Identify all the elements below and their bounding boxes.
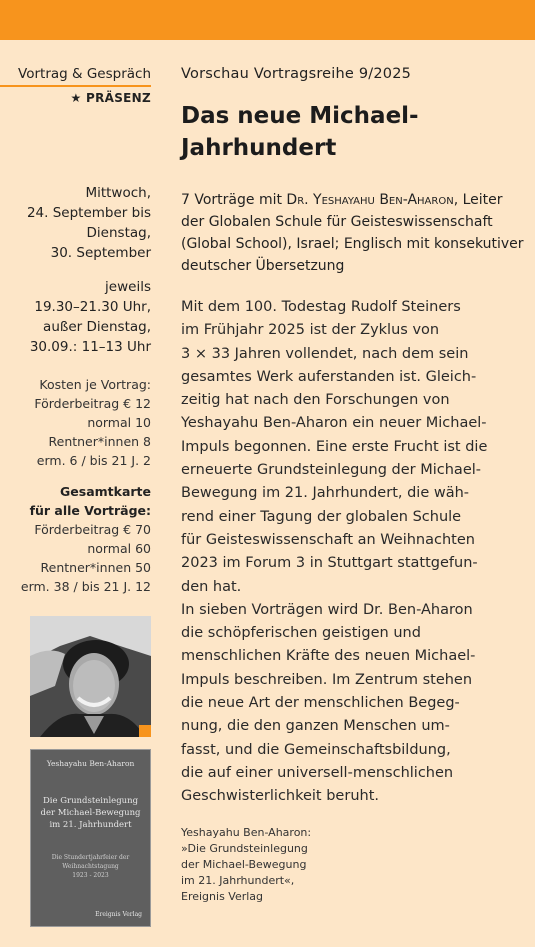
- body-line: Geschwisterlichkeit beruht.: [181, 788, 379, 805]
- cost-line: Rentner*innen 8: [48, 434, 151, 449]
- cost-line: normal 10: [87, 415, 151, 430]
- cover-subtitle-line: Die Stundertjahrfeier der: [51, 854, 130, 861]
- body-line: die schöpferischen geistigen und: [181, 625, 421, 642]
- title-line: Jahrhundert: [181, 135, 337, 161]
- cover-publisher: Ereignis Verlag: [95, 911, 142, 918]
- body-line: Mit dem 100. Todestag Rudolf Steiners: [181, 299, 461, 315]
- book-caption: [181, 825, 526, 905]
- intro-text: [181, 189, 526, 277]
- date-line: Dienstag,: [86, 225, 151, 241]
- presence-badge: [0, 91, 151, 105]
- body-line: rend einer Tagung der globalen Schule: [181, 508, 462, 525]
- speaker-name: Dr. Yeshayahu Ben-Aharon: [286, 192, 454, 208]
- heading-line: für alle Vorträge:: [29, 503, 151, 518]
- presence-label: PRÄSENZ: [85, 91, 151, 105]
- caption-line: im 21. Jahrhundert«,: [181, 873, 295, 887]
- cost-line: Kosten je Vortrag:: [39, 377, 151, 392]
- heading-line: Gesamtkarte: [60, 484, 151, 499]
- body-line: die neue Art der menschlichen Begeg-: [181, 695, 460, 712]
- event-sidebar: [0, 66, 151, 596]
- cover-title: [31, 795, 150, 831]
- cover-title-line: im 21. Jahrhundert: [49, 820, 132, 830]
- cover-author: Yeshayahu Ben-Aharon: [46, 759, 135, 768]
- time-line: jeweils: [105, 279, 151, 295]
- cover-title-line: Die Grundsteinlegung: [42, 796, 139, 806]
- intro-prefix: 7 Vorträge mit: [181, 192, 287, 208]
- article: [181, 66, 526, 905]
- body-line: 3 × 33 Jahren vollendet, nach dem sein: [181, 345, 469, 362]
- body-line: zeitig hat nach den Forschungen von: [181, 392, 450, 409]
- cover-subtitle-line: 1923 - 2023: [72, 872, 109, 879]
- body-line: nung, die den ganzen Menschen um-: [181, 718, 450, 735]
- header-bar: [0, 0, 535, 40]
- body-paragraph: [181, 599, 526, 809]
- body-line: Impuls beschreiben. Im Zentrum stehen: [181, 671, 473, 688]
- body-line: fasst, und die Gemeinschaftsbildung,: [181, 741, 451, 758]
- page-title: [181, 100, 526, 164]
- time-line: 30.09.: 11–13 Uhr: [29, 339, 151, 355]
- event-dates: [0, 183, 151, 263]
- date-line: Mittwoch,: [85, 185, 151, 201]
- title-line: Das neue Michael-: [181, 103, 419, 129]
- body-line: für Geisteswissenschaft an Weihnachten: [181, 531, 475, 548]
- body-line: den hat.: [181, 578, 242, 595]
- body-line: In sieben Vorträgen wird Dr. Ben-Aharon: [181, 601, 473, 618]
- body-paragraph: [181, 296, 526, 599]
- date-line: 24. September bis: [26, 205, 151, 221]
- date-line: 30. September: [50, 245, 151, 261]
- cover-subtitle: [31, 853, 150, 880]
- book-cover: [30, 749, 151, 927]
- cover-title-line: der Michael-Bewegung: [40, 808, 141, 818]
- cost-line: Förderbeitrag € 70: [34, 522, 151, 537]
- category-label: Vortrag & Gespräch: [0, 66, 151, 87]
- speaker-photo: [30, 616, 151, 737]
- cost-line: erm. 38 / bis 21 J. 12: [20, 579, 151, 594]
- article-body: [181, 296, 526, 809]
- cost-line: Rentner*innen 50: [40, 560, 151, 575]
- cost-line: erm. 6 / bis 21 J. 2: [36, 453, 151, 468]
- caption-line: Yeshayahu Ben-Aharon:: [181, 825, 312, 839]
- body-line: Impuls begonnen. Eine erste Frucht ist die: [181, 438, 488, 455]
- caption-line: Ereignis Verlag: [181, 889, 264, 903]
- caption-line: der Michael-Bewegung: [181, 857, 307, 871]
- body-line: die auf einer universell-menschlichen: [181, 764, 454, 781]
- intro-suffix: , Leiter der Globalen Schule für Geisteswissenschaft (Global School), Israel; Englisch mit konsekutiver deutscher Übersetzung: [181, 192, 524, 274]
- body-line: erneuerte Grundsteinlegung der Michael-: [181, 462, 481, 479]
- event-times: [0, 277, 151, 357]
- cost-line: Förderbeitrag € 12: [34, 396, 151, 411]
- time-line: außer Dienstag,: [43, 319, 151, 335]
- photo-accent-square: [139, 725, 151, 737]
- cover-subtitle-line: Weihnachtstagung: [62, 863, 119, 870]
- series-kicker: Vorschau Vortragsreihe 9/2025: [181, 66, 412, 82]
- portrait-image: [30, 616, 151, 737]
- total-ticket-heading: [0, 482, 151, 520]
- body-line: Yeshayahu Ben-Aharon ein neuer Michael-: [181, 415, 487, 432]
- body-line: im Frühjahr 2025 ist der Zyklus von: [181, 322, 440, 339]
- cost-per-talk: [0, 375, 151, 470]
- time-line: 19.30–21.30 Uhr,: [34, 299, 151, 315]
- body-line: menschlichen Kräfte des neuen Michael-: [181, 648, 476, 665]
- body-line: Bewegung im 21. Jahrhundert, die wäh-: [181, 485, 470, 502]
- total-ticket-prices: [0, 520, 151, 596]
- body-line: 2023 im Forum 3 in Stuttgart stattgefun-: [181, 555, 478, 572]
- star-icon: ★: [70, 91, 82, 105]
- caption-line: »Die Grundsteinlegung: [181, 841, 308, 855]
- cost-line: normal 60: [87, 541, 151, 556]
- body-line: gesamtes Werk auferstanden ist. Gleich-: [181, 368, 477, 385]
